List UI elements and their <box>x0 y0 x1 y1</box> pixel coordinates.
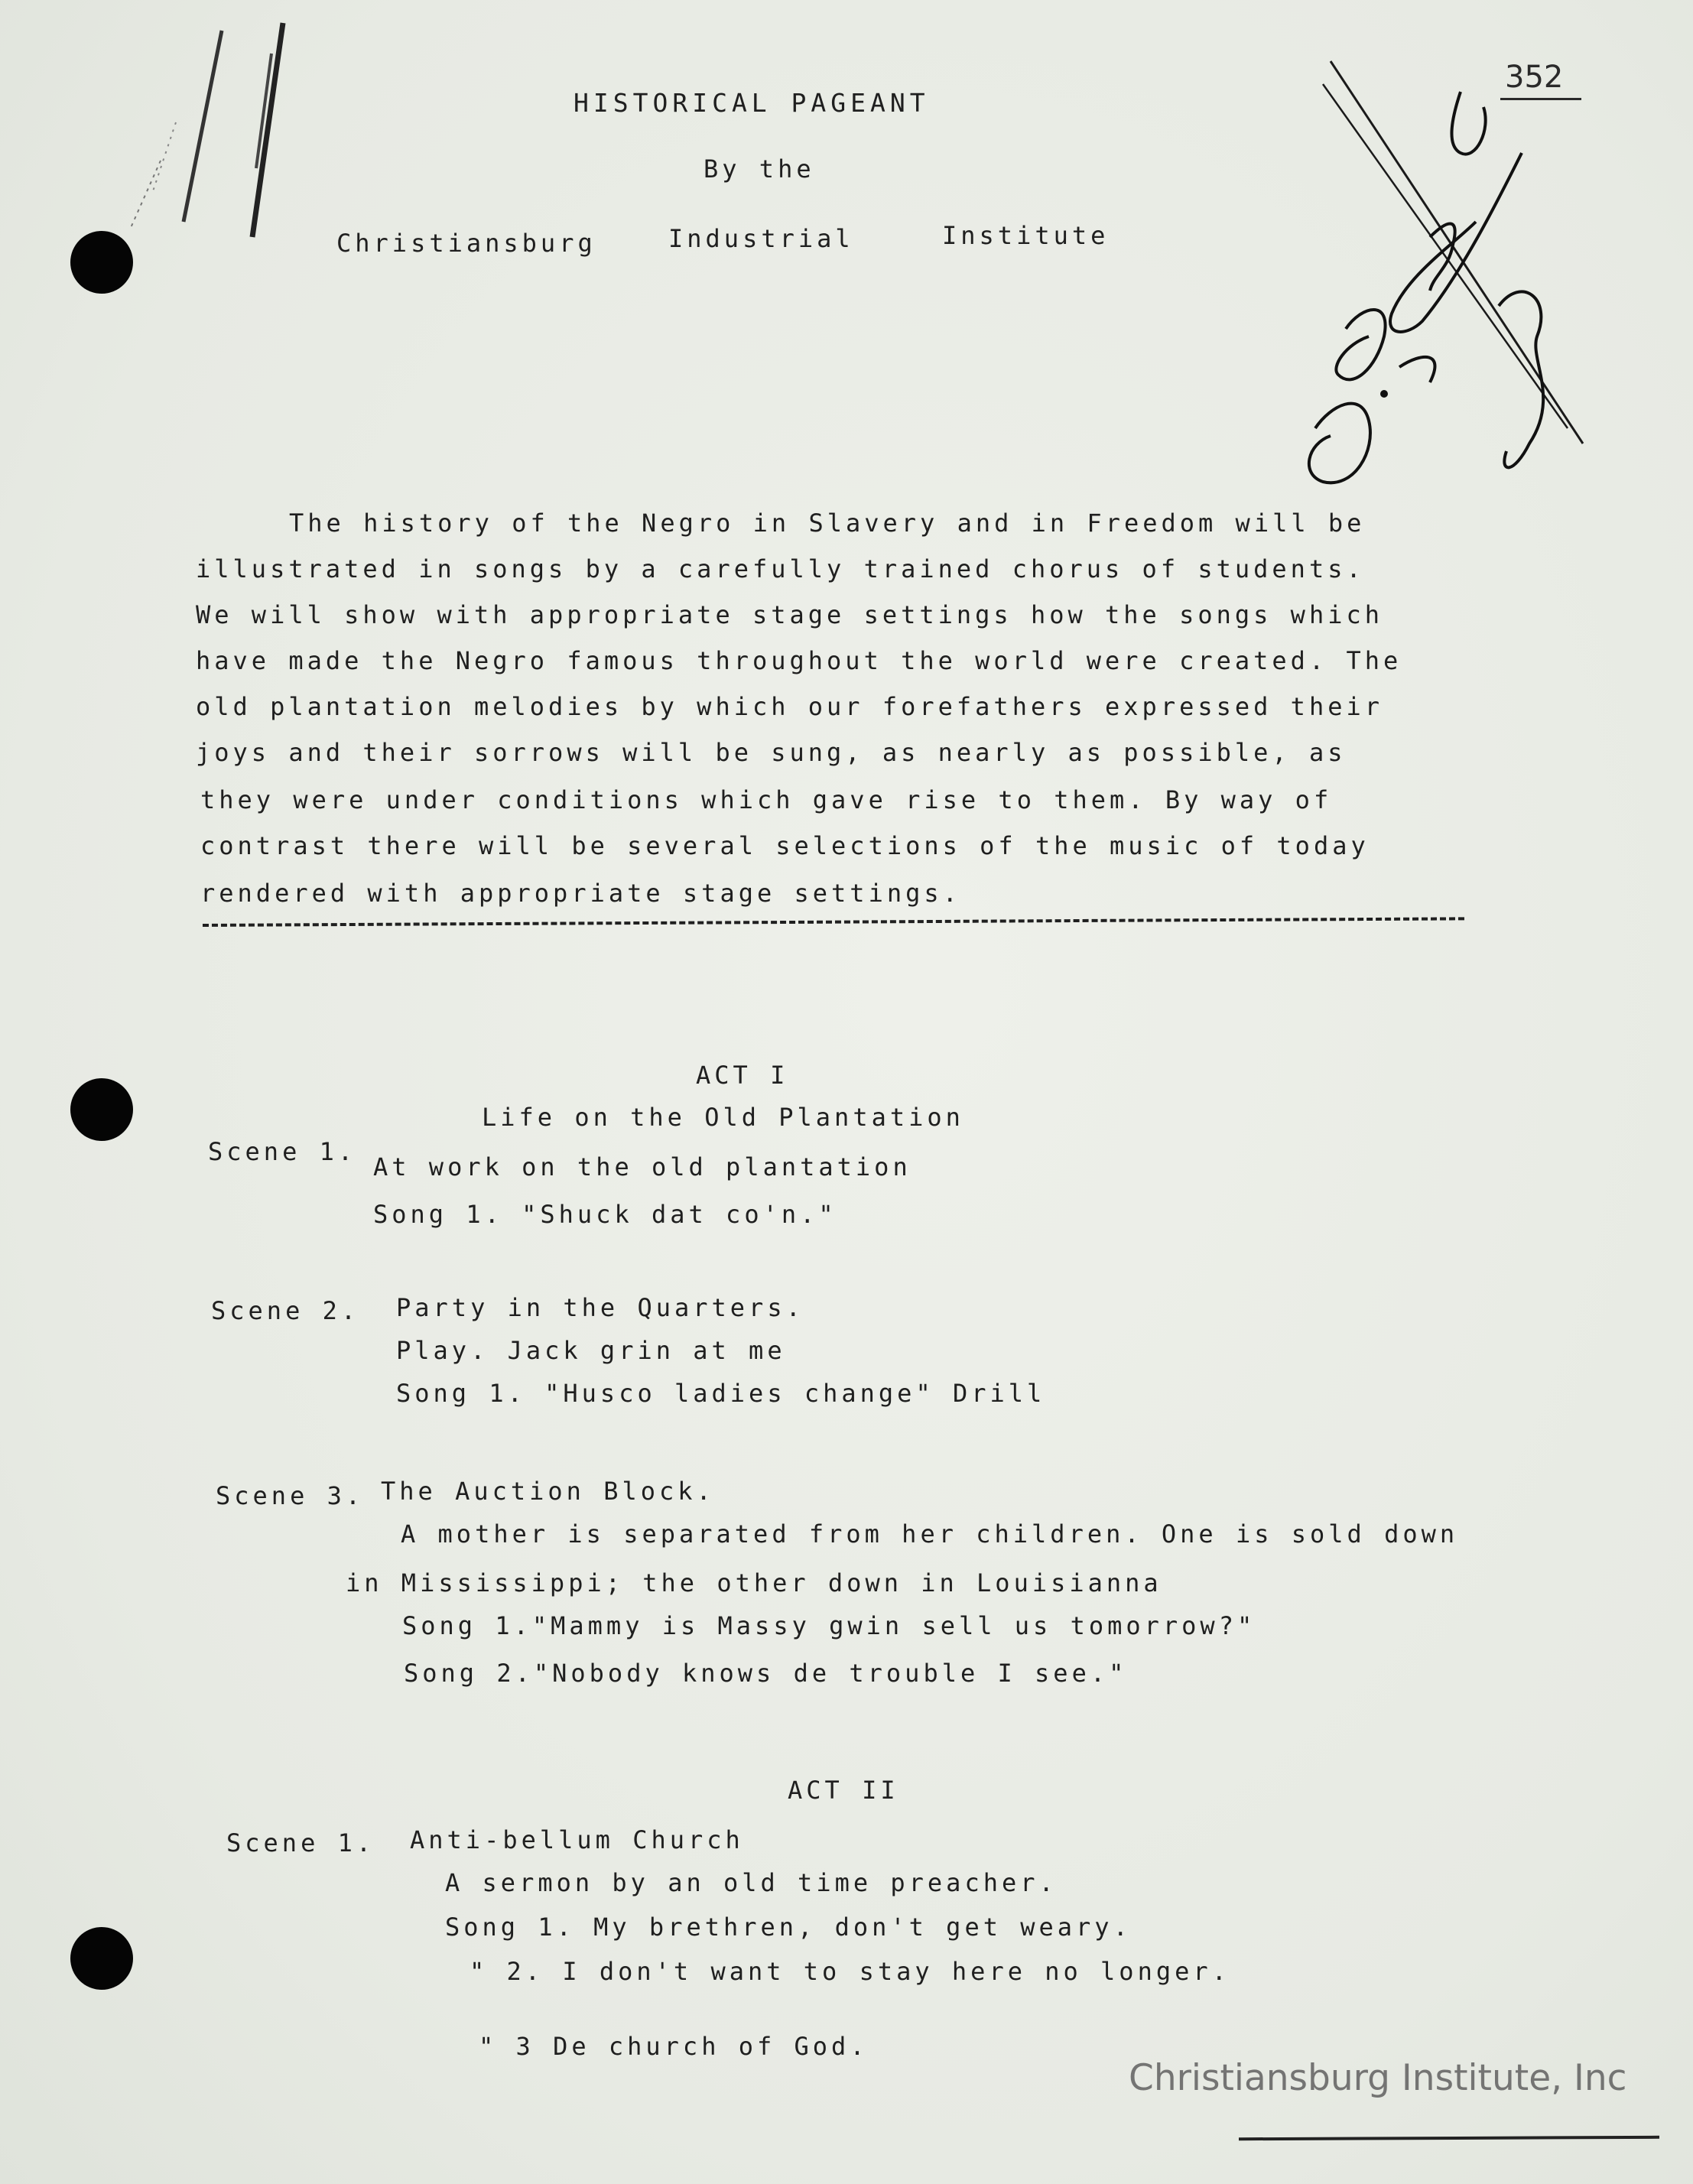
act2-heading: ACT II <box>788 1776 899 1805</box>
scene-line: Song 1."Mammy is Massy gwin sell us tomorrow?" <box>402 1611 1256 1640</box>
intro-line: they were under conditions which gave rise to them. By way of <box>200 785 1333 814</box>
scene-title: Anti-bellum Church <box>410 1825 744 1854</box>
scene-title: The Auction Block. <box>381 1477 715 1506</box>
institute-word-3: Institute <box>942 221 1110 250</box>
intro-line: have made the Negro famous throughout the world were created. The <box>196 646 1402 675</box>
punch-hole-bottom <box>70 1927 133 1990</box>
institute-word-2: Industrial <box>668 224 854 253</box>
by-line: By the <box>704 154 815 184</box>
dashed-divider <box>203 917 1464 927</box>
scene-label: Scene 1. <box>208 1137 357 1166</box>
scene-line: in Mississippi; the other down in Louisianna <box>346 1568 1162 1597</box>
page-title: HISTORICAL PAGEANT <box>574 88 930 118</box>
scene-line: Party in the Quarters. <box>396 1293 804 1322</box>
watermark: Christiansburg Institute, Inc <box>1129 2057 1627 2099</box>
act1-heading: ACT I <box>696 1061 789 1090</box>
intro-line: rendered with appropriate stage settings. <box>200 879 961 908</box>
act1-subtitle: Life on the Old Plantation <box>482 1103 964 1132</box>
scene-line: A mother is separated from her children. One is sold down <box>401 1519 1459 1549</box>
scene-line: Song 1. "Husco ladies change" Drill <box>396 1379 1046 1408</box>
scene-line: Song 2."Nobody knows de trouble I see." <box>404 1659 1128 1688</box>
scene-line: A sermon by an old time preacher. <box>445 1868 1058 1897</box>
intro-line: joys and their sorrows will be sung, as nearly as possible, as <box>196 738 1347 767</box>
intro-line: illustrated in songs by a carefully trained chorus of students. <box>196 554 1365 583</box>
scene-line: " 2. I don't want to stay here no longer. <box>470 1957 1230 1986</box>
page-number: 352 <box>1505 60 1564 95</box>
scene-line: " 3 De church of God. <box>479 2032 869 2061</box>
handwritten-signature <box>1269 46 1606 520</box>
scene-line: At work on the old plantation <box>373 1152 911 1181</box>
intro-line: old plantation melodies by which our forefathers expressed their <box>196 692 1383 721</box>
punch-hole-middle <box>70 1078 133 1141</box>
scene-label: Scene 3. <box>216 1481 365 1510</box>
scratch-marks <box>99 8 352 260</box>
institute-word-1: Christiansburg <box>336 229 596 258</box>
scene-line: Song 1. "Shuck dat co'n." <box>373 1200 837 1229</box>
scene-label: Scene 2. <box>211 1296 360 1325</box>
intro-line: The history of the Negro in Slavery and in Freedom will be <box>289 509 1366 538</box>
intro-line: contrast there will be several selections of the music of today <box>200 831 1370 860</box>
scene-line: Play. Jack grin at me <box>396 1336 786 1365</box>
intro-line: We will show with appropriate stage settings how the songs which <box>196 600 1383 629</box>
scene-label: Scene 1. <box>226 1828 375 1857</box>
scene-line: Song 1. My brethren, don't get weary. <box>445 1913 1132 1942</box>
bottom-rule <box>1239 2136 1659 2140</box>
